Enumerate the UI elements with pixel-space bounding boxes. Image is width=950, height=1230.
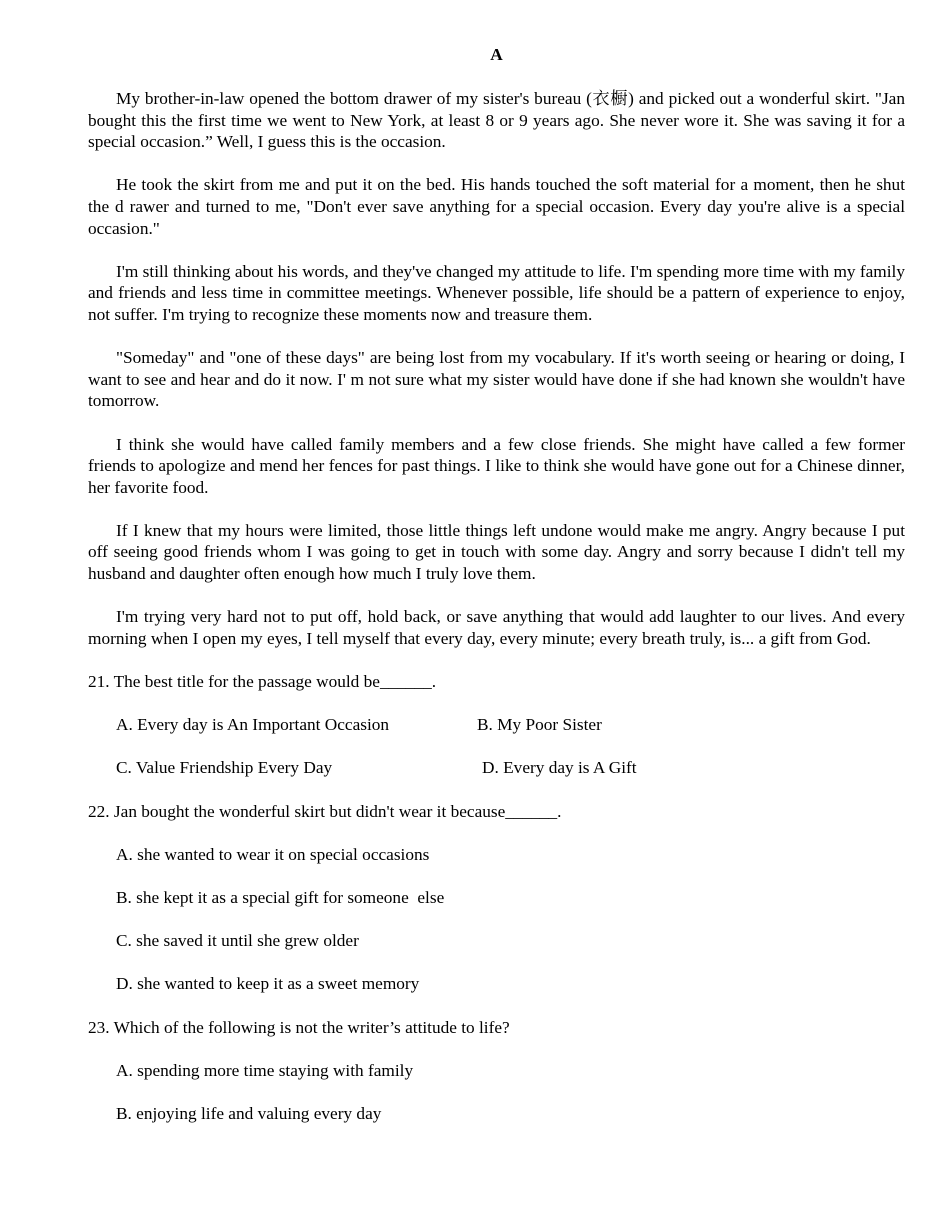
question-22-option-d: D. she wanted to keep it as a sweet memory: [116, 974, 420, 994]
question-21-options-row-2: [116, 757, 905, 779]
question-23-stem: 23. Which of the following is not the writer’s attitude to life?: [88, 1017, 510, 1037]
question-22-option-a: A. she wanted to wear it on special occasions: [116, 844, 430, 864]
question-22-stem: 22. Jan bought the wonderful skirt but didn't wear it because______.: [88, 801, 562, 821]
question-22-option-b: B. she kept it as a special gift for someone else: [116, 887, 445, 907]
passage-title: A: [490, 45, 503, 64]
paragraph-4: "Someday" and "one of these days" are being lost from my vocabulary. If it's worth seeing or hearing or doing, I want to see and hear and do it now. I' m not sure what my sister would have done if she had known she wouldn't have tomorrow.: [88, 348, 905, 411]
paragraph-7: I'm trying very hard not to put off, hold back, or save anything that would add laughter to our lives. And every morning when I open my eyes, I tell myself that every day, every minute; every breath truly, is... a gift from God.: [88, 607, 905, 648]
paragraph-3: I'm still thinking about his words, and they've changed my attitude to life. I'm spending more time with my family and friends and less time in committee meetings. Whenever possible, life should be a pattern of experience to enjoy, not suffer. I'm trying to recognize these moments now and treasure them.: [88, 261, 905, 324]
question-21-option-d: D. Every day is A Gift: [482, 758, 637, 778]
paragraph-6: If I knew that my hours were limited, those little things left undone would make me angry. Angry because I put off seeing good friends whom I was going to get in touch with some day. Angry and sorry because I didn't tell my husband and daughter often enough how much I truly love them.: [88, 520, 905, 584]
question-23-option-a: A. spending more time staying with family: [116, 1060, 414, 1080]
question-23-option-b: B. enjoying life and valuing every day: [116, 1103, 382, 1123]
question-21-option-b: B. My Poor Sister: [477, 715, 602, 735]
paragraph-5: I think she would have called family members and a few close friends. She might have called a few former friends to apologize and mend her fences for past things. I like to think she would have gone out for a Chinese dinner, her favorite food.: [88, 434, 905, 497]
question-22-option-c: C. she saved it until she grew older: [116, 931, 359, 951]
question-21-option-a: A. Every day is An Important Occasion: [116, 715, 390, 735]
question-21-stem: 21. The best title for the passage would be______.: [88, 672, 437, 692]
paragraph-1: My brother-in-law opened the bottom drawer of my sister's bureau (衣橱) and picked out a wonderful skirt. "Jan bought this the first time we went to New York, at least 8 or 9 years ago. She never wore it. She was saving it for a special occasion.” Well, I guess this is the occasion.: [88, 89, 905, 152]
paragraph-2: He took the skirt from me and put it on the bed. His hands touched the soft material for a moment, then he shut the d rawer and turned to me, "Don't ever save anything for a special occasion. Every day you're alive is a special occasion.": [88, 175, 905, 238]
document-page: [88, 44, 905, 1146]
question-21-option-c: C. Value Friendship Every Day: [116, 758, 333, 778]
question-21-options-row-1: [116, 714, 905, 736]
